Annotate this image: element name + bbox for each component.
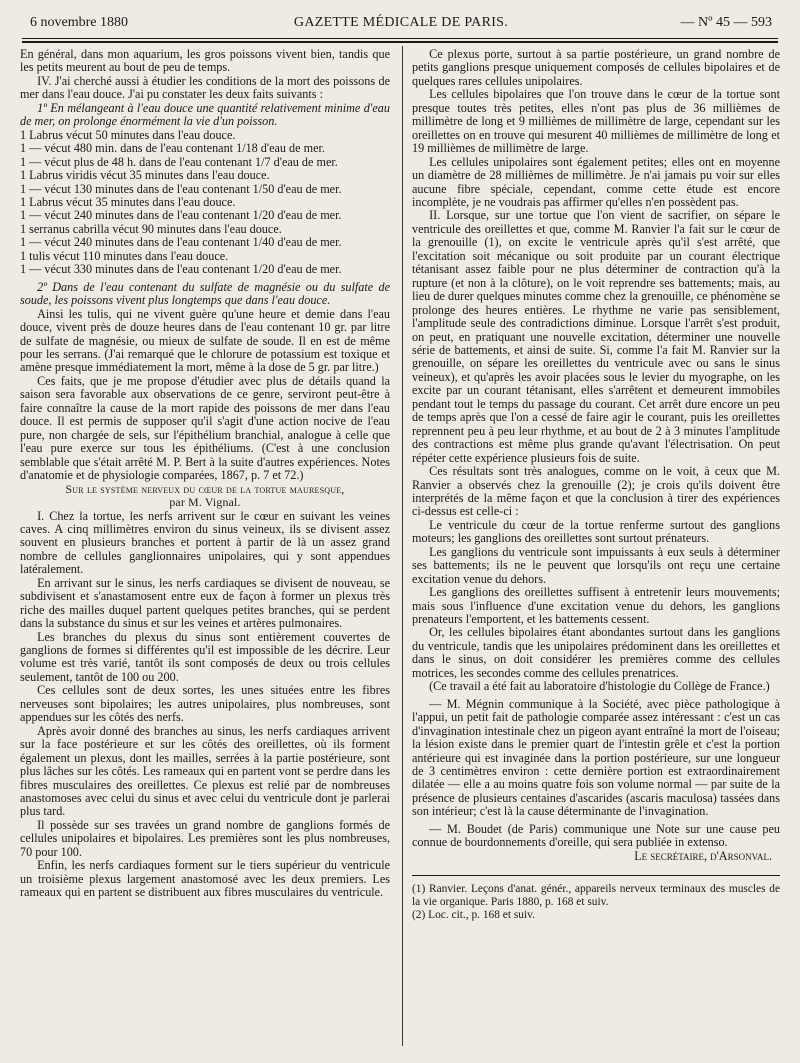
experiment-line: 1 — vécut 330 minutes dans de l'eau contenant 1/20 d'eau de mer. [20, 262, 342, 277]
experiment-line: 1 — vécut 240 minutes dans de l'eau contenant 1/40 d'eau de mer. [20, 235, 342, 250]
experiment-line: 1 Labrus viridis vécut 35 minutes dans l'eau douce. [20, 168, 270, 183]
left-column [20, 48, 390, 1050]
paragraph: Après avoir donné des branches au sinus, les nerfs cardiaques arrivent sur la face postérieure et sur les côtés des oreillettes, où ils forment également un plexus, dont les mailles, serrées à la partie postérieure, sont plus lâches sur les côtés. Les rameaux qui en partent vont se perdre dans les fibres musculaires des oreillettes. Ce plexus est relié par de nombreuses anastomoses avec celui du sinus et avec celui du ventricule dont je parlerai plus tard. [20, 723, 390, 819]
paragraph: IV. J'ai cherché aussi à étudier les conditions de la mort des poissons de mer dans l'eau douce. J'ai pu constater les deux faits suivants : [20, 73, 390, 102]
paragraph: I. Chez la tortue, les nerfs arrivent sur le cœur en suivant les veines caves. A cinq millimètres environ du sinus veineux, ils se divisent assez souvent en plusieurs branches et portent à partir de là un assez grand nombre de cellules ganglionnaires unipolaires, qui y sont appendues latéralement. [20, 508, 390, 577]
experiment-line: 1 Labrus vécut 50 minutes dans l'eau douce. [20, 127, 236, 142]
footnotes [412, 883, 780, 922]
paragraph: Les ganglions du ventricule sont impuissants à eux seuls à déterminer ses battements; ils ne le peuvent que lorsqu'ils ont reçu une certaine excitation venue du dehors. [412, 544, 780, 586]
paragraph: Les cellules unipolaires sont également petites; elles ont en moyenne un diamètre de 28 millièmes de millimètre. Je n'ai jamais pu voir sur elles aucune fibre spéciale, cependant, comme cette étude est encore incomplète, je ne voudrais pas affirmer qu'elles n'en possèdent pas. [412, 154, 780, 209]
paragraph: Ces cellules sont de deux sortes, les unes situées entre les fibres nerveuses sont bipolaires; les autres unipolaires, plus nombreuses, sont appendues sur les côtés des nerfs. [20, 683, 390, 725]
experiment-line: 1 Labrus vécut 35 minutes dans l'eau douce. [20, 194, 236, 209]
experiment-line: 1 serranus cabrilla vécut 90 minutes dans l'eau douce. [20, 221, 282, 236]
experiment-line: 1 — vécut 240 minutes dans de l'eau contenant 1/20 d'eau de mer. [20, 208, 342, 223]
paragraph: En général, dans mon aquarium, les gros poissons vivent bien, tandis que les petits meurent au bout de peu de temps. [20, 48, 390, 75]
issue-date: 6 novembre 1880 [30, 15, 128, 30]
issue-page-number: — Nº 45 — 593 [680, 15, 772, 30]
footnote: (1) Ranvier. Leçons d'anat. génér., appareils nerveux terminaux des muscles de la vie organique. Paris 1880, p. 168 et suiv. [412, 883, 780, 909]
paragraph: 1º En mélangeant à l'eau douce une quantité relativement minime d'eau de mer, on prolonge énormément la vie d'un poisson. [20, 100, 390, 129]
paragraph: — M. Boudet (de Paris) communique une Note sur une cause peu connue de bourdonnements d'oreille, qui sera publiée in extenso. [412, 821, 780, 850]
paragraph: Il possède sur ses travées un grand nombre de ganglions formés de cellules unipolaires et bipolaires. Les premières sont les plus nombreuses, 70 pour 100. [20, 817, 390, 859]
paragraph: Ces résultats sont très analogues, comme on le voit, à ceux que M. Ranvier a observés chez la grenouille (2); je crois qu'ils doivent être interprétés de la même façon et que la conclusion à tirer des expériences ci-dessus est celle-ci : [412, 464, 780, 519]
footnote: (2) Loc. cit., p. 168 et suiv. [412, 909, 535, 922]
paragraph: (Ce travail a été fait au laboratoire d'histologie du Collège de France.) [429, 679, 770, 694]
paragraph: Les cellules bipolaires que l'on trouve dans le cœur de la tortue sont presque toutes très petites, elles n'ont pas plus de 36 millièmes de millimètre de long et 9 millièmes de millimètre de large, cependant sur les oreillettes on en trouve qui mesurent 40 millièmes de millimètre de long et 19 millièmes de millimètre de large. [412, 87, 780, 156]
journal-title: GAZETTE MÉDICALE DE PARIS. [293, 15, 509, 30]
experiment-line: 1 tulis vécut 110 minutes dans l'eau douce. [20, 248, 229, 263]
section-title [20, 483, 390, 510]
paragraph: Ainsi les tulis, qui ne vivent guère qu'une heure et demie dans l'eau douce, vivent près de douze heures dans de l'eau contenant 10 gr. par litre de sulfate de magnésie, ou mieux de sulfate de soude. Il en est de même pour les serrans. (J'ai remarqué que le chlorure de potassium est toxique et amène presque immédiatement la mort, même à la dose de 5 gr. par litre.) [20, 306, 390, 375]
paragraph: Enfin, les nerfs cardiaques forment sur le tiers supérieur du ventricule un troisième plexus largement anastomosé avec les deux premiers. Les rameaux qui en partent se distribuent aux fibres musculaires du ventricule. [20, 858, 390, 900]
running-head [30, 13, 772, 33]
paragraph: Le ventricule du cœur de la tortue renferme surtout des ganglions moteurs; les ganglions des oreillettes sont surtout prénateurs. [412, 517, 780, 546]
header-rule-thick [22, 41, 778, 43]
experiment-line: 1 — vécut 480 min. dans de l'eau contenant 1/18 d'eau de mer. [20, 141, 325, 156]
paragraph: Ce plexus porte, surtout à sa partie postérieure, un grand nombre de petits ganglions presque uniquement composés de cellules bipolaires et de quelques rares cellules unipolaires. [412, 48, 780, 88]
section-title-text: Sur le système nerveux du cœur de la tortue mauresque, [65, 481, 345, 496]
section-author: par M. Vignal. [169, 495, 241, 509]
header-rule-thin [22, 38, 778, 39]
paragraph: En arrivant sur le sinus, les nerfs cardiaques se divisent de nouveau, se subdivisent et s'anastamosent entre eux de façon à former un plexus très riche des mailles duquel partent quelques petites branches, qui se perdent dans la substance du sinus et sur les veines et artères pulmonaires. [20, 575, 390, 631]
paragraph: Ces faits, que je me propose d'étudier avec plus de détails quand la saison sera favorable aux observations de ce genre, serviront peut-être à faire connaître la cause de la mort rapide des poissons de mer dans l'eau douce. Il est permis de supposer qu'il s'agit d'une action nocive de l'eau pure, non chargée de sels, sur l'épithélium branchial, analogue à celle que l'eau pure exerce sur tous les épithéliums. (C'est à une conclusion semblable que s'était arrêté M. P. Bert à la suite d'autres expériences. Notes d'anatomie et de physiologie comparées, 1867, p. 7 et 72.) [20, 373, 390, 483]
paragraph: Les branches du plexus du sinus sont entièrement couvertes de ganglions de formes si différentes qu'il est impossible de les décrire. Leur volume est très varié, tantôt ils sont composés de deux ou trois cellules seulement, tantôt de 100 ou 200. [20, 629, 390, 684]
paragraph: 2º Dans de l'eau contenant du sulfate de magnésie ou du sulfate de soude, les poissons vivent plus longtemps que dans l'eau douce. [20, 279, 390, 308]
paragraph: Or, les cellules bipolaires étant abondantes surtout dans les ganglions du ventricule, tandis que les unipolaires prédominent dans les oreillettes et dans le sinus, on doit considérer les premières comme des cellules motrices, les secondes comme des cellules prenatrices. [412, 625, 780, 680]
signature: Le secrétaire, d'Arsonval. [634, 848, 772, 863]
experiment-line: 1 — vécut 130 minutes dans de l'eau contenant 1/50 d'eau de mer. [20, 181, 342, 196]
footnote-rule [412, 875, 780, 876]
right-column [412, 48, 780, 1050]
paragraph: — M. Mégnin communique à la Société, avec pièce pathologique à l'appui, un petit fait de pathologie comparée assez intéressant : c'est un cas d'invagination intestinale chez un pigeon ayant entraîné la mort de l'oiseau; la lésion existe dans le premier quart de l'intestin grêle et c'est la portion antérieure qui est invaginée dans la portion postérieure, sur une longueur de 3 centimètres environ : cette dernière portion est extraordinairement dilatée — elle a au moins quatre fois son volume normal — par suite de la présence de plusieurs centaines d'ascarides (ascaris maculosa) tassées dans son intérieur; c'est là la cause déterminante de l'invagination. [412, 696, 780, 819]
column-divider [402, 46, 403, 1046]
paragraph: II. Lorsque, sur une tortue que l'on vient de sacrifier, on sépare le ventricule des oreillettes et que, comme M. Ranvier l'a fait sur le cœur de la grenouille (1), on excite le ventricule après qu'il s'est arrêté, que l'excitation soit mécanique ou soit produite par un courant électrique tétanisant assez faible pour ne plus déterminer de contraction qu'à la rupture (et non à la clôture), on le voit reprendre ses battements; mais, au lieu de durer quelques minutes comme chez la grenouille, ce phénomène se prolonge des heures entières. Le rhythme ne varie pas sensiblement, l'amplitude seule des contradictions diminue. Lorsque l'arrêt s'est produit, on peut, en pratiquant une nouvelle excitation, déterminer une nouvelle série de battements, et ainsi de suite. Si, comme l'a fait M. Ranvier sur la grenouille, on sépare les oreillettes du ventricule avec ou sans le sinus veineux), et qu'après les avoir placées sous le levier du myographe, on les excite par un courant tétanisant, elles s'arrêtent et demeurent immobiles pendant tout le temps du passage du courant. Cet arrêt dure encore un peu de temps après que l'on a cessé de faire agir le courant, puis les oreillettes reprennent peu à peu leur rhythme, et au bout de 2 à 3 minutes l'amplitude des contractions est même plus grande qu'avant l'électrisation. On peut répéter cette expérience plusieurs fois de suite. [412, 208, 780, 465]
experiment-line: 1 — vécut plus de 48 h. dans de l'eau contenant 1/7 d'eau de mer. [20, 154, 338, 169]
paragraph: Les ganglions des oreillettes suffisent à entretenir leurs mouvements; mais sous l'influence d'une excitation venue du dehors, les ganglions prenateurs l'emportent, et les battements cessent. [412, 585, 780, 627]
